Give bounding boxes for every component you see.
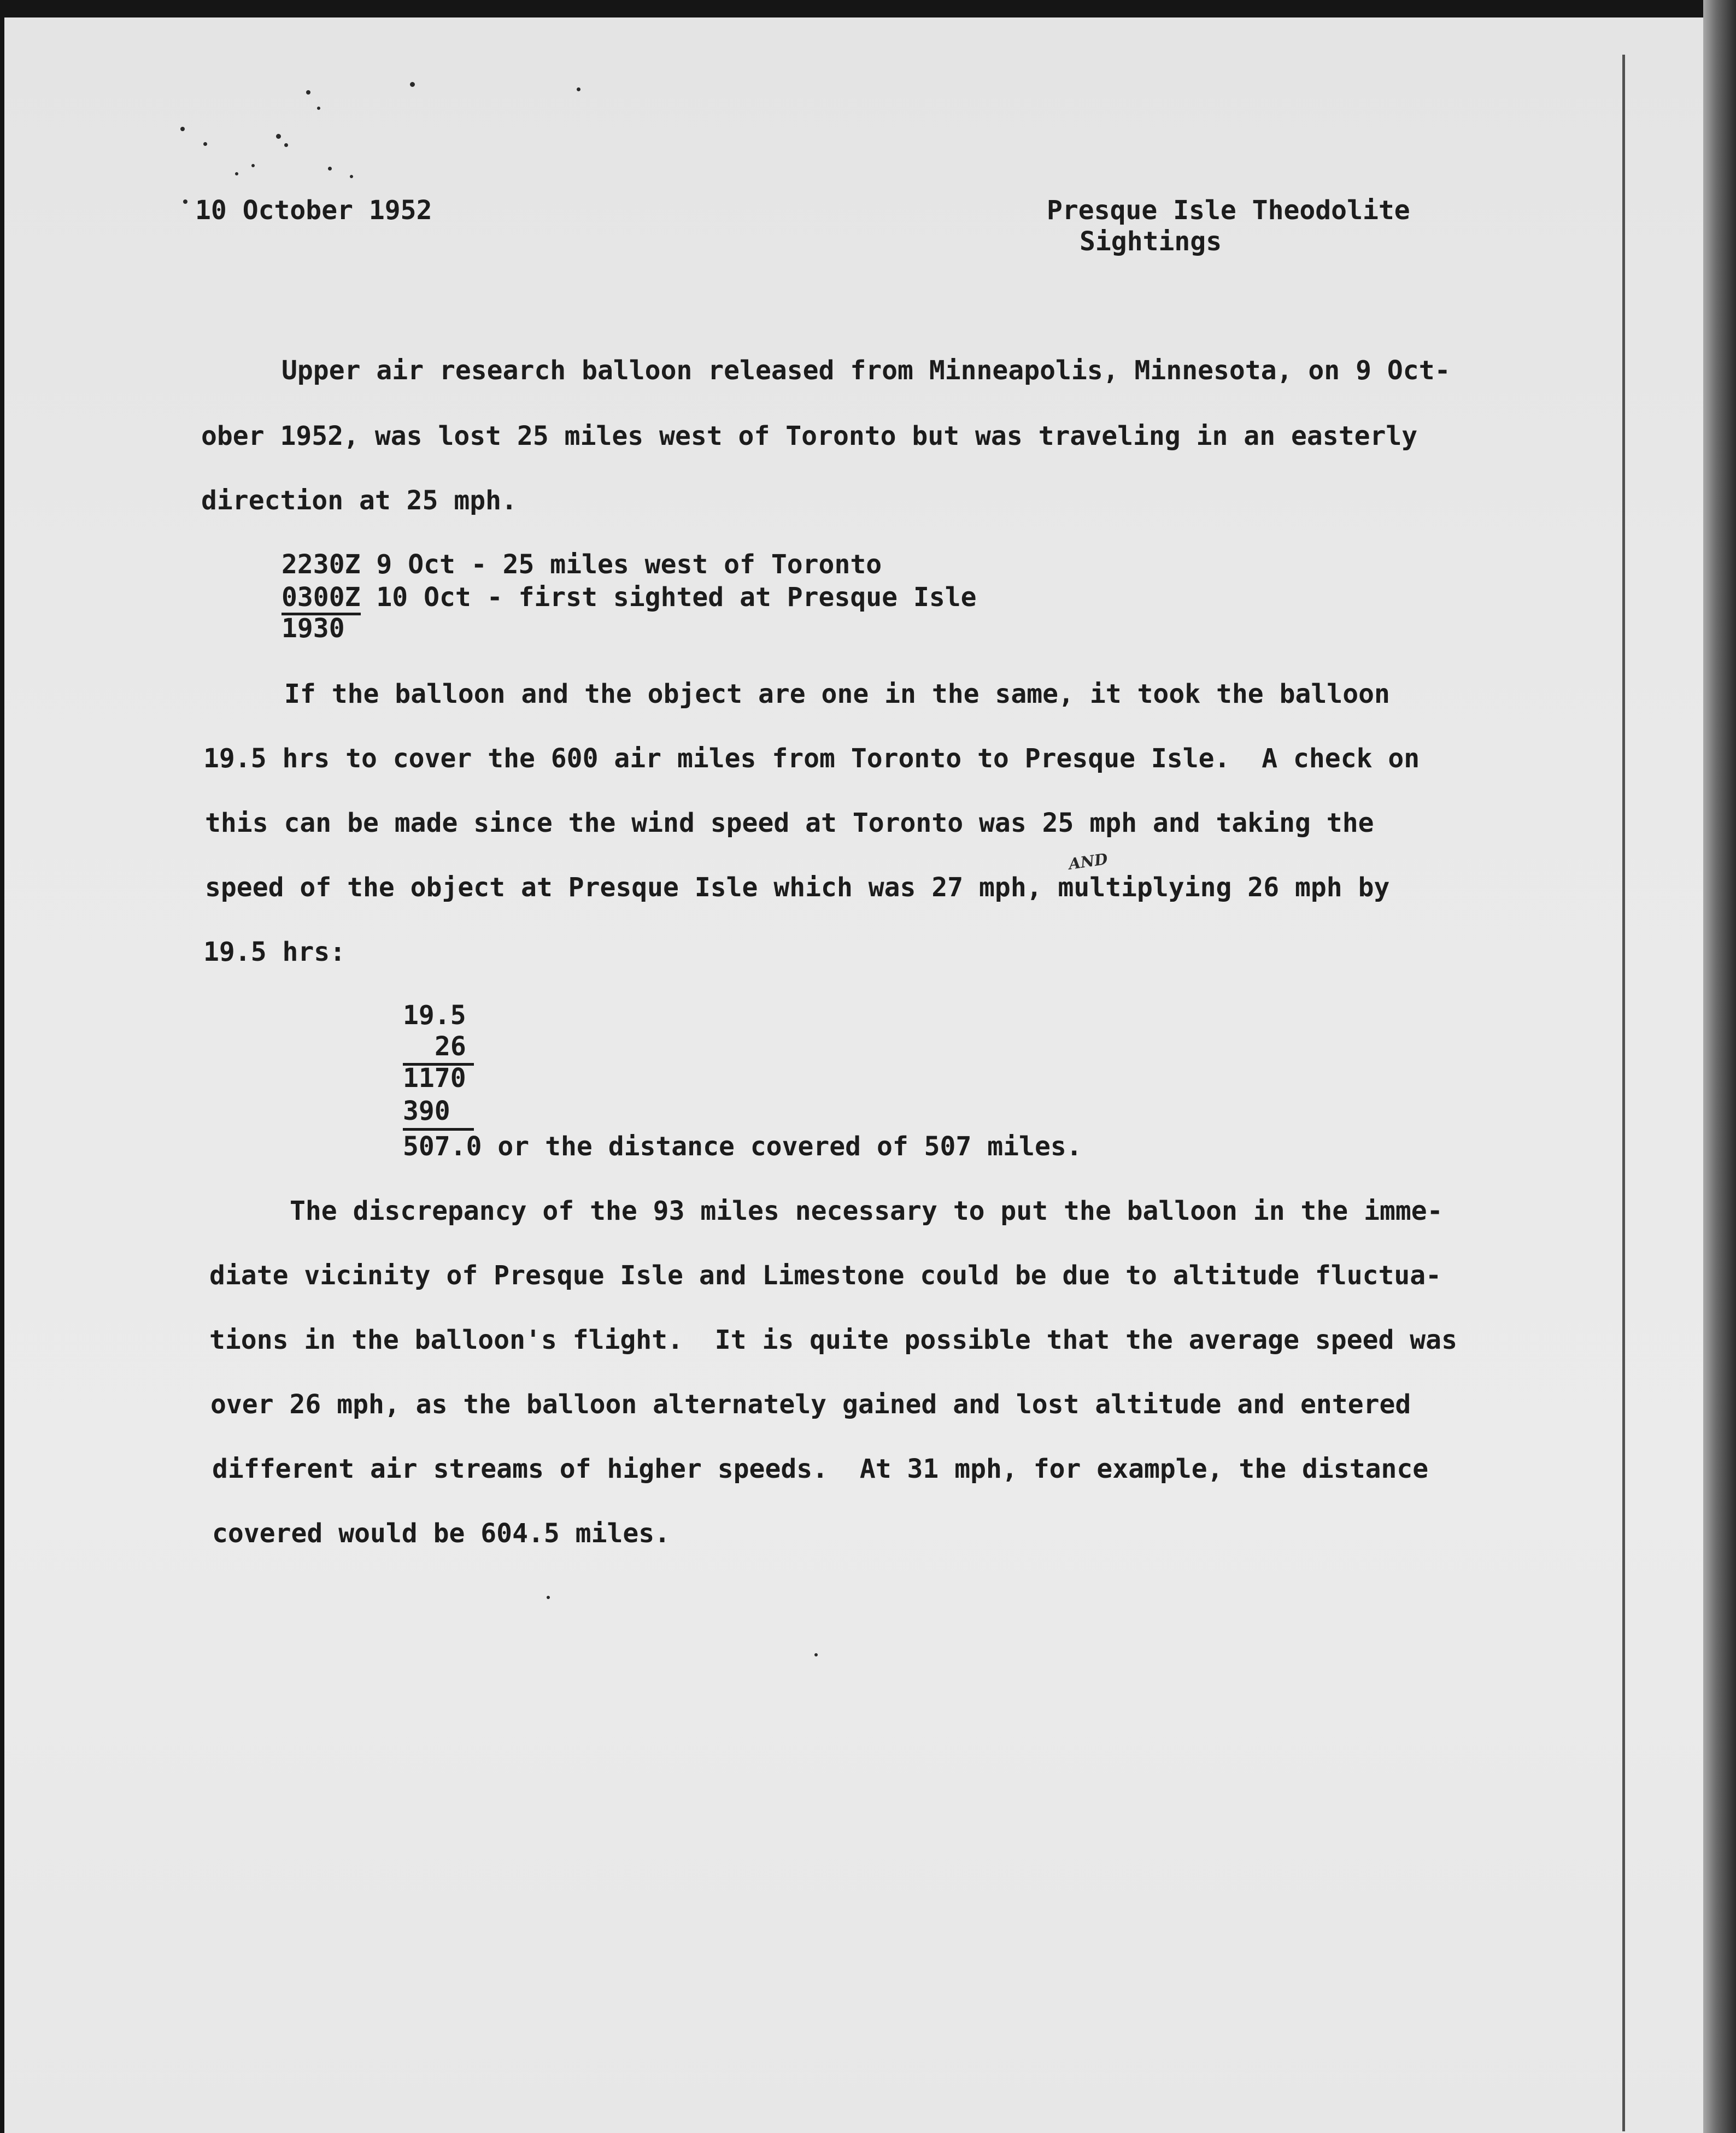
handwritten-insert: AND <box>1068 850 1109 873</box>
paragraph3-line: over 26 mph, as the balloon alternately gained and lost altitude and entered <box>210 1389 1411 1420</box>
paragraph1-line: ober 1952, was lost 25 miles west of Toronto but was traveling in an easterly <box>201 421 1418 451</box>
scan-speck <box>203 142 207 146</box>
timeline-row-sighting <box>281 581 977 614</box>
paragraph2-line: this can be made since the wind speed at Toronto was 25 mph and taking the <box>205 808 1374 838</box>
scan-speck <box>235 172 238 175</box>
calc-partial-product-1: 1170 <box>403 1063 466 1094</box>
timeline-row-sighting-text: 10 Oct - first sighted at Presque Isle <box>360 582 977 613</box>
scan-speck <box>577 87 580 91</box>
paragraph3-line: diate vicinity of Presque Isle and Limestone could be due to altitude fluctua- <box>209 1260 1442 1291</box>
calc-result-line <box>403 1130 1082 1163</box>
paragraph3-line: tions in the balloon's flight. It is quite possible that the average speed was <box>209 1325 1457 1355</box>
scan-edge-shadow <box>1703 0 1736 2133</box>
margin-line <box>1622 55 1625 2131</box>
paragraph3-line: covered would be 604.5 miles. <box>212 1518 671 1549</box>
scan-speck <box>547 1596 550 1599</box>
calc-partial-product-2: 390 <box>403 1096 450 1126</box>
document-subject-line2: Sightings <box>1080 226 1222 257</box>
calc-multiplicand: 19.5 <box>403 1000 466 1031</box>
paragraph3-line: The discrepancy of the 93 miles necessary to put the balloon in the imme- <box>290 1196 1443 1226</box>
paragraph3-line: different air streams of higher speeds. At 31 mph, for example, the distance <box>212 1454 1429 1484</box>
scan-speck <box>251 164 255 167</box>
scan-speck <box>317 107 320 110</box>
timeline-row-sighting-time: 0300Z <box>281 582 361 615</box>
paragraph2-line: speed of the object at Presque Isle which was 27 mph, multiplying 26 mph by <box>205 872 1390 903</box>
scan-speck <box>306 90 310 95</box>
calc-result-text: or the distance covered of 507 miles. <box>482 1131 1082 1162</box>
scan-speck <box>410 82 415 87</box>
document-date: 10 October 1952 <box>195 195 432 226</box>
document-subject-line1: Presque Isle Theodolite <box>1047 195 1410 226</box>
scan-speck <box>814 1653 818 1656</box>
paragraph2-line: If the balloon and the object are one in the same, it took the balloon <box>284 679 1390 709</box>
scan-speck <box>328 167 332 171</box>
document-page <box>4 17 1703 2133</box>
scan-speck <box>350 175 353 178</box>
paragraph2-line: 19.5 hrs: <box>203 937 346 967</box>
scan-speck <box>276 134 281 139</box>
timeline-row-departure: 2230Z 9 Oct - 25 miles west of Toronto <box>281 549 882 580</box>
calc-multiplier: 26 <box>435 1031 466 1062</box>
scan-speck <box>183 199 187 204</box>
timeline-total: 1930 <box>281 613 345 644</box>
scan-speck <box>180 127 185 131</box>
paragraph1-line: direction at 25 mph. <box>201 485 517 516</box>
paragraph1-line: Upper air research balloon released from Minneapolis, Minnesota, on 9 Oct- <box>281 355 1451 386</box>
calc-result: 507.0 <box>403 1131 482 1162</box>
paragraph2-line: 19.5 hrs to cover the 600 air miles from Toronto to Presque Isle. A check on <box>203 743 1420 774</box>
scan-speck <box>284 143 288 147</box>
